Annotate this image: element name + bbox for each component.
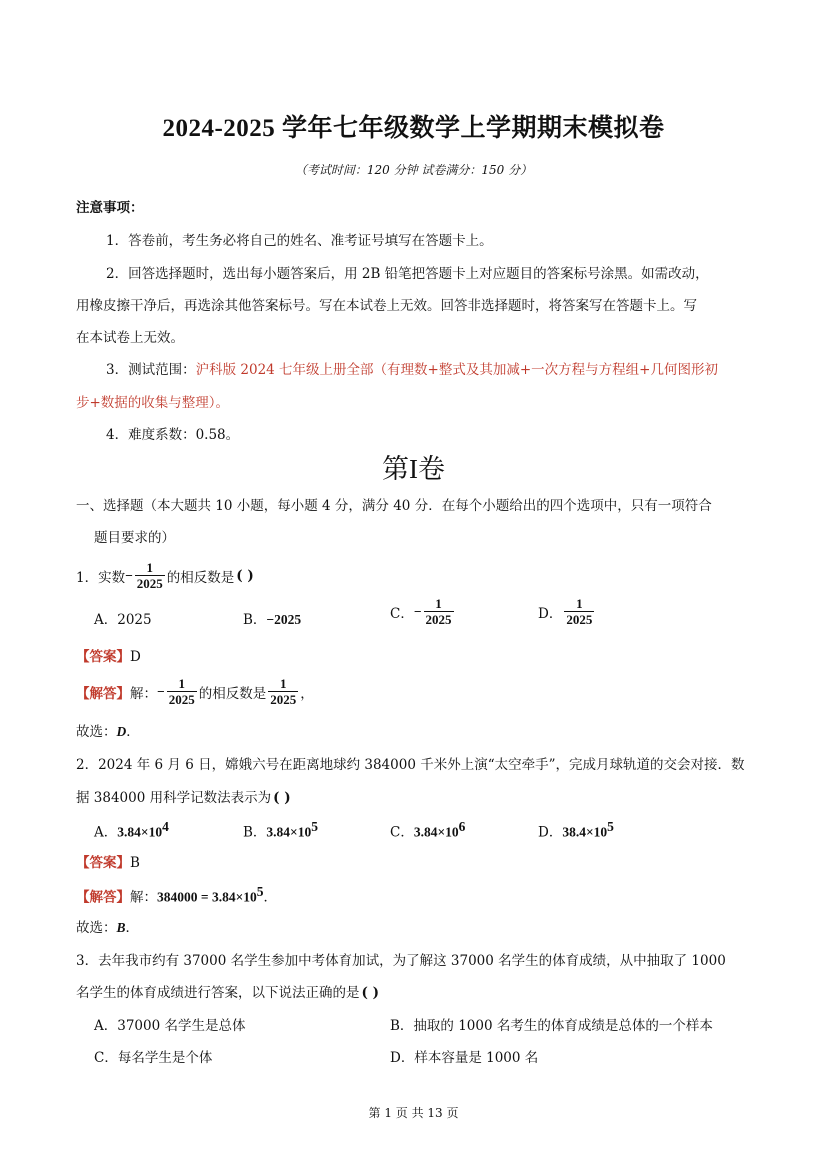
q1-answer-value: D xyxy=(130,649,141,665)
q1-option-c-den: 2025 xyxy=(425,612,452,627)
q2-option-c xyxy=(390,819,465,841)
question-2-line1: 2．2024 年 6 月 6 日，嫦娥六号在距离地球约 384000 千米外上演“太空牵手”，完成月球轨道的交会对接．数 xyxy=(76,757,745,773)
question-2-line2 xyxy=(76,786,291,806)
question-3-line1: 3．去年我市约有 37000 名学生参加中考体育加试，为了解这 37000 名学生的体育成绩，从中抽取了 1000 xyxy=(76,953,726,969)
q2-option-c-coef: 3.84×10 xyxy=(413,824,459,840)
q2-option-d-coef: 38.4×10 xyxy=(562,824,608,840)
q1-solution-text: 解： xyxy=(130,685,157,702)
q2-answer xyxy=(76,851,140,871)
q2-choice-label: 故选： xyxy=(76,920,117,936)
q2-choice-value: B xyxy=(116,920,126,935)
q2-paren: ( ) xyxy=(273,790,291,806)
q1-prefix: 1．实数 xyxy=(76,569,126,586)
q1-option-a: A．2025 xyxy=(94,612,152,628)
page-title: 2024-2025 学年七年级数学上学期期末模拟卷 xyxy=(162,115,665,142)
exam-info: （考试时间：120 分钟 试卷满分：150 分） xyxy=(294,163,533,177)
q3-paren: ( ) xyxy=(361,985,379,1001)
q2-choice-period: ． xyxy=(125,920,140,936)
q1-choice-value: D xyxy=(116,724,127,739)
q2-option-d-label: D． xyxy=(538,824,563,841)
notice-item-4: 4．难度系数：0.58。 xyxy=(106,427,240,443)
question-1 xyxy=(76,560,254,591)
q1-option-c xyxy=(390,596,456,627)
q2-option-d-exp: 5 xyxy=(607,819,614,834)
test-scope-line2: 步+数据的收集与整理）。 xyxy=(76,395,230,411)
q1-sol-text-2: 的相反数是 xyxy=(198,685,267,702)
q2-option-b-exp: 5 xyxy=(311,819,318,834)
q3-option-d: D．样本容量是 1000 名 xyxy=(390,1050,539,1066)
q1-option-c-num: 1 xyxy=(435,596,442,611)
q3-line2-text: 名学生的体育成绩进行答案，以下说法正确的是 xyxy=(76,985,360,1001)
q2-option-b xyxy=(243,819,318,841)
answer-label: 【答案】 xyxy=(76,649,130,665)
part1-instruction: 一、选择题（本大题共 10 小题，每小题 4 分，满分 40 分．在每个小题给出的四个选项中，只有一项符合 xyxy=(76,498,712,514)
notice-item-2-line1: 2．回答选择题时，选出每小题答案后，用 2B 铅笔把答题卡上对应题目的答案标号涂黑。如需改动， xyxy=(106,266,709,282)
q1-sol-text-3: ， xyxy=(300,685,314,702)
notice-item-3-prefix: 3．测试范围： xyxy=(106,362,196,378)
q1-denominator: 2025 xyxy=(136,576,163,591)
q1-option-d xyxy=(538,596,596,627)
q1-sol-fraction-1 xyxy=(167,676,197,707)
q2-option-d xyxy=(538,819,614,841)
q2-answer-value: B xyxy=(130,855,140,871)
q2-option-b-coef: 3.84×10 xyxy=(266,824,312,840)
q2-solution xyxy=(76,884,277,906)
q2-option-a xyxy=(94,819,169,841)
q1-answer xyxy=(76,645,141,665)
q1-suffix: 的相反数是 xyxy=(166,569,235,586)
q1-option-c-label: C． xyxy=(390,605,414,622)
q2-solution-exp: 5 xyxy=(256,884,264,899)
notice-item-1: 1．答卷前，考生务必将自己的姓名、准考证号填写在答题卡上。 xyxy=(106,233,493,249)
part1-instruction-line2: 题目要求的） xyxy=(94,530,175,546)
q1-option-b-label: B． xyxy=(243,612,267,628)
q1-option-c-fraction xyxy=(424,596,454,627)
q2-option-c-exp: 6 xyxy=(458,819,466,834)
q1-option-c-neg: − xyxy=(413,603,422,619)
q2-solution-expr: 384000 = 3.84×10 xyxy=(157,889,257,905)
q2-choice xyxy=(76,916,139,936)
q1-option-b xyxy=(243,608,301,628)
q2-option-a-coef: 3.84×10 xyxy=(117,824,163,840)
page-footer: 第 1 页 共 13 页 xyxy=(368,1106,459,1120)
q3-option-c: C．每名学生是个体 xyxy=(94,1050,213,1066)
q1-option-d-label: D． xyxy=(538,605,563,622)
q1-paren: ( ) xyxy=(236,567,254,584)
solution-label: 【解答】 xyxy=(76,685,130,702)
q1-sol-neg: − xyxy=(157,683,165,699)
q1-choice xyxy=(76,720,140,740)
q2-answer-label: 【答案】 xyxy=(76,855,130,871)
q1-option-d-fraction xyxy=(564,596,594,627)
q2-option-b-label: B． xyxy=(243,824,267,841)
q3-option-b: B．抽取的 1000 名考生的体育成绩是总体的一个样本 xyxy=(390,1018,713,1034)
q2-line2-text: 据 384000 用科学记数法表示为 xyxy=(76,790,272,806)
question-3-line2 xyxy=(76,981,379,1001)
q1-sol-fraction-2 xyxy=(268,676,298,707)
q2-option-a-label: A． xyxy=(94,824,118,841)
q1-sol-num-1: 1 xyxy=(178,676,185,691)
notice-item-3 xyxy=(106,358,718,378)
q1-choice-period: ． xyxy=(126,724,140,740)
notice-heading: 注意事项： xyxy=(76,200,144,216)
q1-fraction xyxy=(135,560,165,591)
notice-item-2-line3: 在本试卷上无效。 xyxy=(76,330,184,346)
q2-solution-end: ． xyxy=(263,889,278,906)
section-title: 第I卷 xyxy=(382,454,445,484)
q3-option-a: A．37000 名学生是总体 xyxy=(94,1018,246,1034)
q2-option-a-exp: 4 xyxy=(162,819,169,834)
notice-item-2-line2: 用橡皮擦干净后，再选涂其他答案标号。写在本试卷上无效。回答非选择题时，将答案写在答题卡上。写 xyxy=(76,298,697,314)
q2-solution-label: 【解答】 xyxy=(76,889,130,906)
q1-numerator: 1 xyxy=(146,560,154,575)
q1-neg-sign: − xyxy=(125,567,133,583)
q1-choice-label: 故选： xyxy=(76,724,117,740)
test-scope: 沪科版 2024 七年级上册全部（有理数+整式及其加减+一次方程与方程组+几何图形初 xyxy=(195,362,718,378)
q2-option-c-label: C． xyxy=(390,824,414,841)
q1-sol-den-2: 2025 xyxy=(270,692,297,707)
q1-option-d-num: 1 xyxy=(576,596,583,611)
q1-sol-den-1: 2025 xyxy=(168,692,195,707)
q1-option-b-value: −2025 xyxy=(266,612,302,627)
q1-solution xyxy=(76,676,314,707)
q2-solution-text: 解： xyxy=(130,889,157,906)
q1-option-d-den: 2025 xyxy=(566,612,593,627)
q1-sol-num-2: 1 xyxy=(279,676,287,691)
